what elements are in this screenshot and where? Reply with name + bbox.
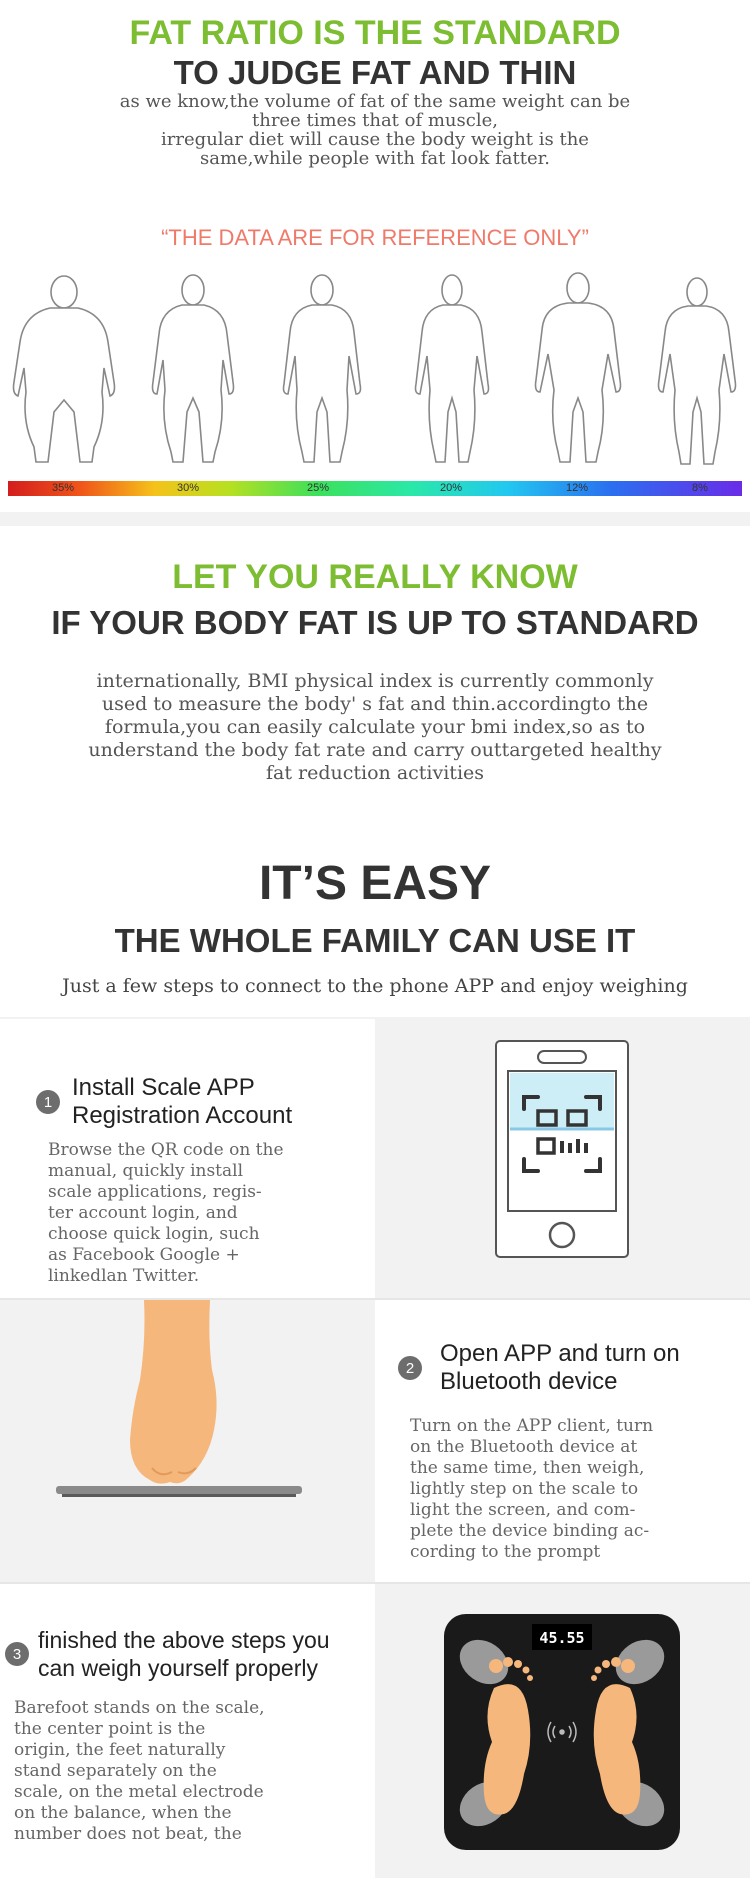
scale-top-illustration xyxy=(444,1614,680,1850)
body-figure-5 xyxy=(536,273,621,462)
body-figure-6 xyxy=(659,278,736,464)
fat-ratio-title: FAT RATIO IS THE STANDARD xyxy=(129,14,621,52)
scale-display-reading: 45.55 xyxy=(539,1629,585,1647)
easy-subtitle: Just a few steps to connect to the phone APP and enjoy weighing xyxy=(62,975,688,997)
its-easy-title: IT’S EASY xyxy=(258,857,492,910)
fat-percentage-bar xyxy=(8,481,742,496)
step1-title: Install Scale APP Registration Account xyxy=(72,1074,293,1129)
body-figure-3 xyxy=(284,275,361,462)
really-know-title: LET YOU REALLY KNOW xyxy=(172,558,578,596)
step1-number-badge: 1 xyxy=(36,1090,60,1114)
step2-title: Open APP and turn on Bluetooth device xyxy=(440,1340,680,1395)
step3-title: finished the above steps you can weigh yourself properly xyxy=(38,1627,330,1681)
step2-body: Turn on the APP client, turn on the Bluetooth device at the same time, then weigh, lightly step on the scale to light the screen, and com- plete the device binding ac- cording to the prompt xyxy=(410,1416,654,1562)
bmi-body: internationally, BMI physical index is currently commonly used to measure the body' s fat and thin.accordingto the formula,you can easily calculate your bmi index,so as to understand the body fat rate and carry outtargeted healthy fat reduction activities xyxy=(88,670,662,784)
body-fat-standard-title: IF YOUR BODY FAT IS UP TO STANDARD xyxy=(51,604,699,641)
fat-label-8: 8% xyxy=(692,482,708,494)
row-divider-2 xyxy=(0,1582,750,1584)
fat-ratio-body: as we know,the volume of fat of the same weight can be three times that of muscle, irregular diet will cause the body weight is the same,while people with fat look fatter. xyxy=(119,91,631,169)
body-figure-2 xyxy=(153,275,234,462)
fat-label-12: 12% xyxy=(566,482,589,494)
foot-on-scale-illustration xyxy=(40,1300,330,1500)
fat-label-25: 25% xyxy=(307,482,330,494)
whole-family-title: THE WHOLE FAMILY CAN USE IT xyxy=(114,922,636,959)
reference-note: “THE DATA ARE FOR REFERENCE ONLY” xyxy=(161,225,589,250)
fat-label-30: 30% xyxy=(177,482,200,494)
body-figure-1 xyxy=(14,276,115,462)
fat-ratio-subtitle: TO JUDGE FAT AND THIN xyxy=(173,54,577,91)
step3-body: Barefoot stands on the scale, the center point is the origin, the feet naturally stand separately on the scale, on the metal electrode on the balance, when the number does not beat, the xyxy=(14,1698,265,1844)
body-figures xyxy=(0,272,750,472)
phone-qr-illustration xyxy=(494,1039,630,1259)
step1-body: Browse the QR code on the manual, quickly install scale applications, regis- ter account login, and choose quick login, such as Facebook Google + linkedlan Twitter. xyxy=(48,1140,284,1286)
fat-label-20: 20% xyxy=(440,482,463,494)
section-divider xyxy=(0,512,750,526)
step3-number-badge: 3 xyxy=(5,1642,29,1666)
fat-label-35: 35% xyxy=(52,482,75,494)
body-figure-4 xyxy=(416,275,489,462)
step2-number-badge: 2 xyxy=(398,1356,422,1380)
